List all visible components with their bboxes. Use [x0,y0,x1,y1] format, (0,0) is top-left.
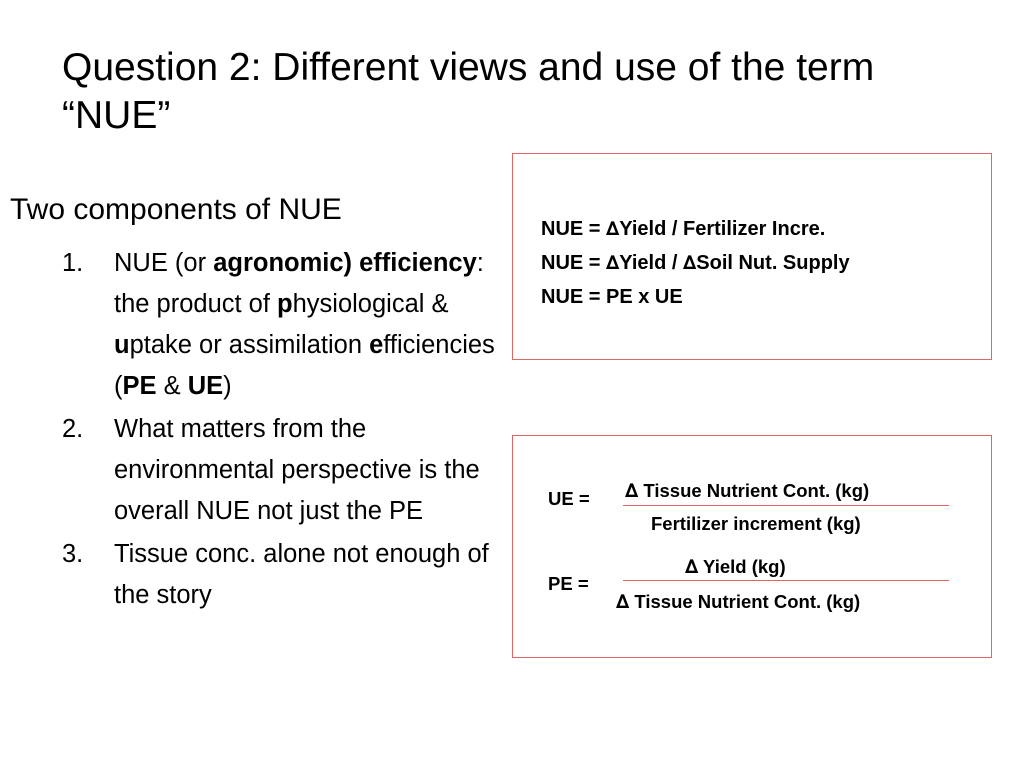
bold-text: UE [187,372,224,400]
formula-text: NUE = [541,218,607,240]
formula-text: NUE = PE x UE [541,286,683,308]
pe-denominator [616,591,860,613]
efficiency-fractions-box [512,435,992,658]
nue-formula-line [541,280,850,314]
list-item [62,409,502,532]
list-number: 2. [62,415,84,443]
pe-fraction-bar [623,580,949,581]
ue-numerator-text: Tissue Nutrient Cont. (kg) [638,480,870,501]
slide-title [62,44,982,140]
list-text: & [156,372,188,400]
nue-formula-line [541,246,850,280]
delta-symbol: ∆ [683,252,697,274]
list-text: ) [223,372,232,400]
list-text: : the product of [114,249,484,318]
delta-symbol: ∆ [606,218,620,240]
list-item [62,534,502,616]
formula-text: Yield / [619,252,684,274]
bold-text: e [369,331,384,359]
list-text: ptake or assimilation [129,331,370,359]
delta-symbol: ∆ [685,556,699,578]
formula-text: Soil Nut. Supply [696,252,850,274]
list-number: 1. [62,249,84,277]
list-text: hysiological & [292,290,449,318]
ue-denominator: Fertilizer increment (kg) [651,513,861,534]
title-line-2: “NUE” [62,94,171,137]
list-text: Tissue conc. alone not enough of the story [114,540,489,609]
ue-numerator [625,480,869,502]
ue-label: UE = [548,488,590,509]
list-text: What matters from the environmental perspective is the overall NUE not just the PE [114,415,480,525]
bold-text: agronomic) efficiency [213,249,477,277]
formula-text: Yield / Fertilizer Incre. [619,218,826,240]
pe-numerator-text: Yield (kg) [698,556,786,577]
pe-denominator-text: Tissue Nutrient Cont. (kg) [629,591,861,612]
ue-fraction-bar [623,505,949,506]
nue-formula-lines [541,212,850,314]
list-text: fficiencies ( [114,331,495,400]
delta-symbol: ∆ [616,591,630,613]
list-number: 3. [62,540,84,568]
title-line-1: Question 2: Different views and use of the term [62,46,875,89]
bold-text: p [277,290,293,318]
delta-symbol: ∆ [625,480,639,502]
delta-symbol: ∆ [606,252,620,274]
bold-text: u [114,331,130,359]
pe-label: PE = [548,573,589,594]
list-text: NUE (or [114,249,214,277]
nue-formulas-box [512,153,992,360]
formula-text: NUE = [541,252,607,274]
list-item [62,243,502,407]
components-list [62,243,502,618]
nue-formula-line [541,212,850,246]
pe-numerator [685,556,786,578]
bold-text: PE [122,372,157,400]
subtitle: Two components of NUE [10,193,342,226]
